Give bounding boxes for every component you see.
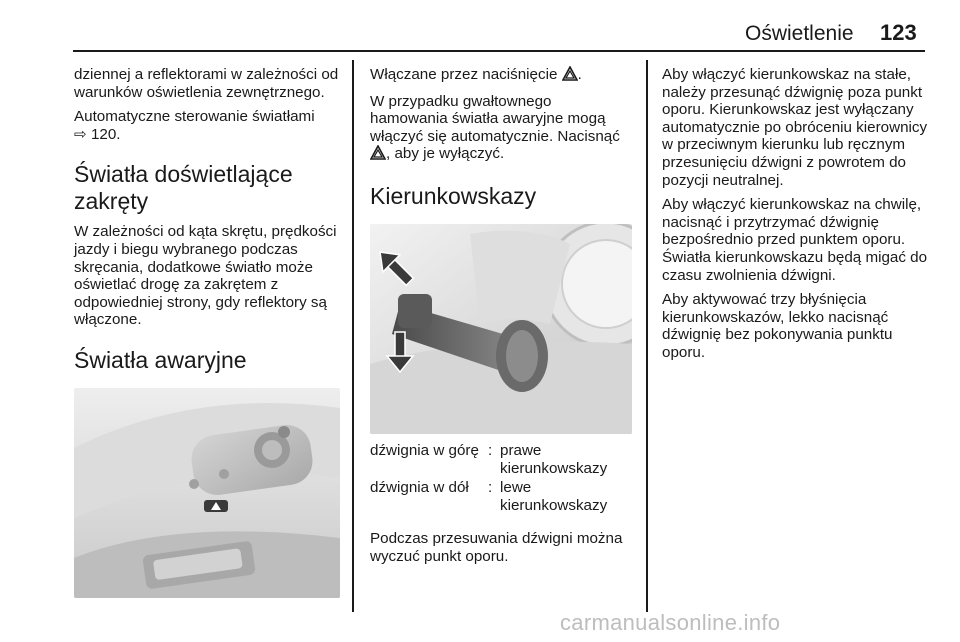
hazard-switch-illustration	[74, 388, 340, 598]
hazard-auto-text: W przypadku gwałtownego hamowania światła awaryjne mogą włączyć się automatycznie. Nacisnąć	[370, 92, 620, 145]
cornering-lights-paragraph: W zależności od kąta skrętu, prędkości jazdy i biegu wybranego podczas skręcania, dodatkowe światło może oświetlać drogę za zakrętem z odpowiedniej strony, gdy reflektory są włączone.	[74, 223, 337, 329]
resistance-point-paragraph: Podczas przesuwania dźwigni można wyczuć punkt oporu.	[370, 530, 623, 565]
page-number: 123	[880, 20, 917, 45]
hazard-activate-paragraph: Włączane przez naciśnięcie .	[370, 66, 632, 86]
section-heading-cornering-lights: Światła doświetlające zakręty	[74, 161, 293, 215]
hazard-activate-text: Włączane przez naciśnięcie	[370, 66, 558, 83]
auto-control-text: Automatyczne sterowanie światłami	[74, 108, 315, 126]
page-reference-link[interactable]: 120.	[90, 125, 121, 143]
definition-term: dźwignia w górę	[370, 441, 479, 459]
section-heading-hazard-lights: Światła awaryjne	[74, 346, 247, 373]
intro-paragraph: dziennej a reflektorami w zależności od warunków oświetlenia zewnętrznego.	[74, 66, 339, 101]
page-reference-arrow-icon: ⇨	[74, 125, 87, 143]
watermark-text: carmanualsonline.info	[560, 610, 781, 635]
column-2	[370, 66, 632, 573]
hazard-switch-photo	[74, 388, 340, 598]
definition-term: dźwignia w dół	[370, 479, 469, 497]
permanent-signal-paragraph: Aby włączyć kierunkowskaz na stałe, należy przesunąć dźwignię poza punkt oporu. Kierunkowskaz jest wyłączany automatycznie po obróceniu kierownicy w przeciwnym kierunku lub ręcznym przesunięciu dźwigni z powrotem do pozycji neutralnej.	[662, 66, 928, 189]
hazard-triangle-icon	[562, 66, 578, 86]
definition-colon: :	[488, 441, 493, 459]
column-1	[74, 66, 344, 598]
hazard-triangle-icon	[370, 145, 386, 165]
page-section-title: Oświetlenie	[745, 22, 854, 45]
section-heading-turn-signals: Kierunkowskazy	[370, 182, 537, 209]
hazard-auto-text-end: , aby je wyłączyć.	[386, 145, 505, 163]
definition-value: lewe kierunkowskazy	[500, 479, 608, 514]
definition-row	[370, 479, 632, 516]
turn-signal-lever-illustration	[370, 224, 632, 434]
triple-flash-paragraph: Aby aktywować trzy błyśnięcia kierunkowskazów, lekko nacisnąć dźwignię bez pokonywania punktu oporu.	[662, 291, 893, 361]
column-divider-2	[646, 60, 648, 612]
auto-control-paragraph	[74, 108, 344, 143]
turn-signal-lever-photo	[370, 224, 632, 434]
header-divider	[73, 50, 925, 52]
column-3	[662, 66, 928, 369]
lever-direction-table	[370, 442, 632, 516]
definition-row	[370, 442, 632, 479]
column-divider-1	[352, 60, 354, 612]
definition-colon: :	[488, 479, 493, 497]
definition-value: prawe kierunkowskazy	[500, 441, 608, 477]
momentary-signal-paragraph: Aby włączyć kierunkowskaz na chwilę, nacisnąć i przytrzymać dźwignię bezpośrednio przed punktem oporu. Światła kierunkowskazu będą migać do czasu zwolnienia dźwigni.	[662, 196, 928, 284]
hazard-auto-paragraph	[370, 93, 632, 165]
